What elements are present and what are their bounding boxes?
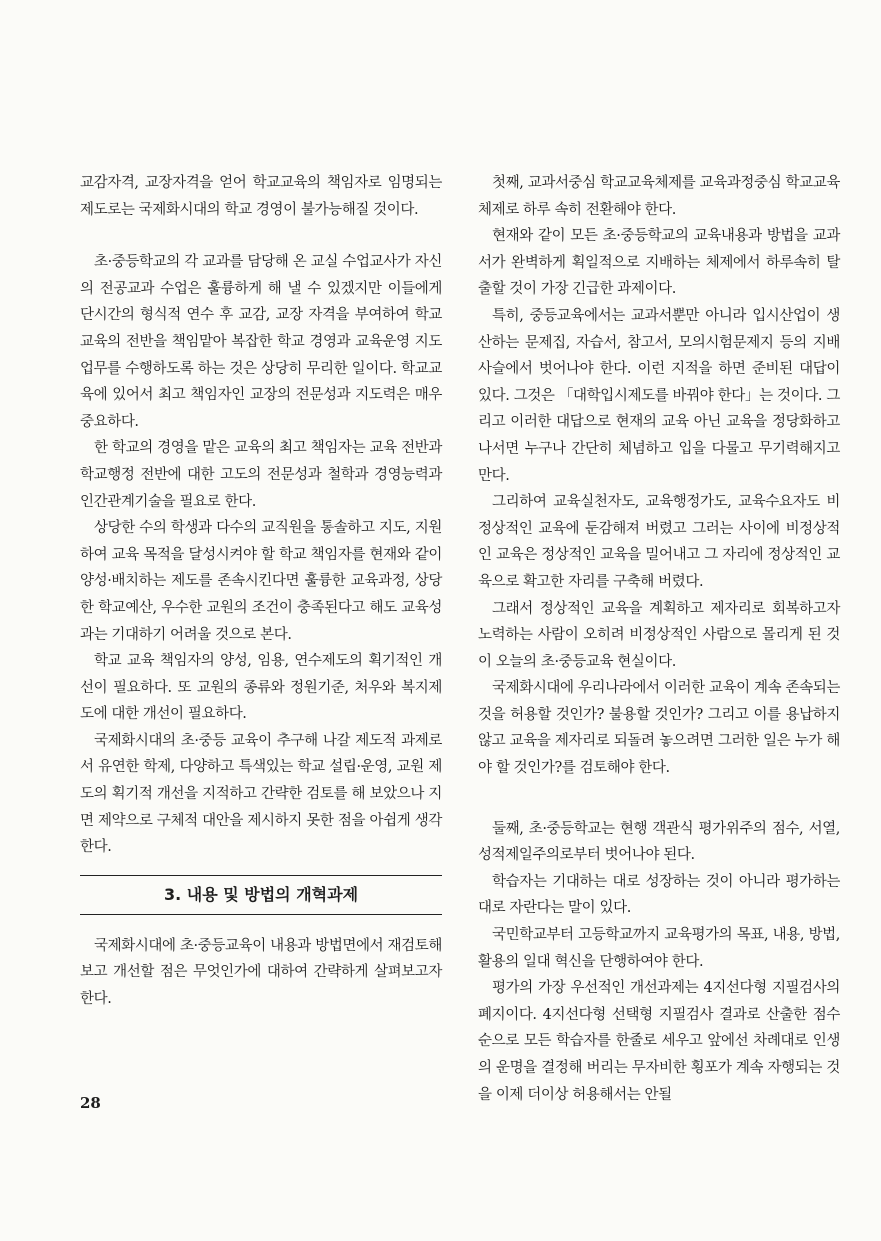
page-number: 28 [80,1094,101,1112]
paragraph: 첫째, 교과서중심 학교교육체제를 교육과정중심 학교교육체제로 하루 속히 전환해야 한다. [478,175,840,218]
paragraph: 학습자는 기대하는 대로 성장하는 것이 아니라 평가하는대로 자란다는 말이 있다. [478,873,840,917]
paragraph: 국제화시대의 초·중등 교육이 추구해 나갈 제도적 과제로서 유연한 학제, 다양하고 특색있는 학교 설립·운영, 교원 제도의 획기적 개선을 지적하고 간략한 검토를 해 보았으나 지면 제약으로 구체적 대안을 제시하지 못한 점을 아쉽게 생각한다. [80,732,442,856]
paragraph: 국민학교부터 고등학교까지 교육평가의 목표, 내용, 방법, 활용의 일대 혁신을 단행하여야 한다. [478,927,840,970]
paragraph: 학교 교육 책임자의 양성, 임용, 연수제도의 획기적인 개선이 필요하다. 또 교원의 종류와 정원기준, 처우와 복지제도에 대한 개선이 필요하다. [80,653,442,723]
paragraph: 둘째, 초·중등학교는 현행 객관식 평가위주의 점수, 서열, 성적제일주의로부터 벗어나야 된다. [478,820,840,864]
paragraph: 상당한 수의 학생과 다수의 교직원을 통솔하고 지도, 지원하여 교육 목적을 달성시켜야 할 학교 책임자를 현재와 같이 양성·배치하는 제도를 존속시킨다면 훌륭한 교육과정, 상당한 학교예산, 우수한 교원의 조건이 충족된다고 해도 교육성과는 기대하기 어려울 것으로 본다. [80,520,442,643]
paragraph: 초·중등학교의 각 교과를 담당해 온 교실 수업교사가 자신의 전공교과 수업은 훌륭하게 해 낼 수 있겠지만 이들에게 단시간의 형식적 연수 후 교감, 교장 자격을 부여하여 학교교육의 전반을 책임맡아 복잡한 학교 경영과 교육운영 지도 업무를 수행하도록 하는 것은 상당히 무리한 일이다. 학교교육에 있어서 최고 책임자인 교장의 전문성과 지도력은 매우 중요하다. [80,254,442,430]
right-column [478,170,840,1108]
section-heading: 3. 내용 및 방법의 개혁과제 [80,875,442,915]
paragraph: 현재와 같이 모든 초·중등학교의 교육내용과 방법을 교과서가 완벽하게 획일적으로 지배하는 체제에서 하루속히 탈출할 것이 가장 긴급한 과제이다. [478,228,840,298]
paragraph: 국제화시대에 우리나라에서 이러한 교육이 계속 존속되는 것을 허용할 것인가? 불용할 것인가? 그리고 이를 용납하지 않고 교육을 제자리로 되돌려 놓으려면 그러한 일은 누가 해야 할 것인가?를 검토해야 한다. [478,680,840,777]
paragraph-gap [80,223,442,249]
left-column [80,170,442,1013]
paragraph-gap [478,782,840,816]
paragraph: 국제화시대에 초·중등교육이 내용과 방법면에서 재검토해 보고 개선할 점은 무엇인가에 대하여 간략하게 살펴보고자 한다. [80,937,442,1008]
paragraph: 평가의 가장 우선적인 개선과제는 4지선다형 지필검사의 폐지이다. 4지선다형 선택형 지필검사 결과로 산출한 점수순으로 모든 학습자를 한줄로 세우고 앞에선 차례대로 인생의 운명을 결정해 버리는 무자비한 횡포가 계속 자행되는 것을 이제 더이상 허용해서는 안될 [478,980,840,1103]
paragraph: 특히, 중등교육에서는 교과서뿐만 아니라 입시산업이 생산하는 문제집, 자습서, 참고서, 모의시험문제지 등의 지배사슬에서 벗어나야 한다. 이런 지적을 하면 준비된 대답이 있다. 그것은 「대학입시제도를 바꿔야 한다」는 것이다. 그리고 이러한 대답으로 현재의 교육 아닌 교육을 정당화하고 나서면 누구나 간단히 체념하고 입을 다물고 무기력해지고 만다. [478,307,840,484]
paragraph: 교감자격, 교장자격을 얻어 학교교육의 책임자로 임명되는 제도로는 국제화시대의 학교 경영이 불가능해질 것이다. [80,175,442,218]
paragraph: 그래서 정상적인 교육을 계획하고 제자리로 회복하고자 노력하는 사람이 오히려 비정상적인 사람으로 몰리게 된 것이 오늘의 초·중등교육 현실이다. [478,600,840,670]
paragraph: 한 학교의 경영을 맡은 교육의 최고 책임자는 교육 전반과 학교행정 전반에 대한 고도의 전문성과 철학과 경영능력과 인간관계기술을 필요로 한다. [80,440,442,510]
paragraph: 그리하여 교육실천자도, 교육행정가도, 교육수요자도 비정상적인 교육에 둔감해져 버렸고 그러는 사이에 비정상적인 교육은 정상적인 교육을 밀어내고 그 자리에 정상적인 교육으로 확고한 자리를 구축해 버렸다. [478,494,840,590]
